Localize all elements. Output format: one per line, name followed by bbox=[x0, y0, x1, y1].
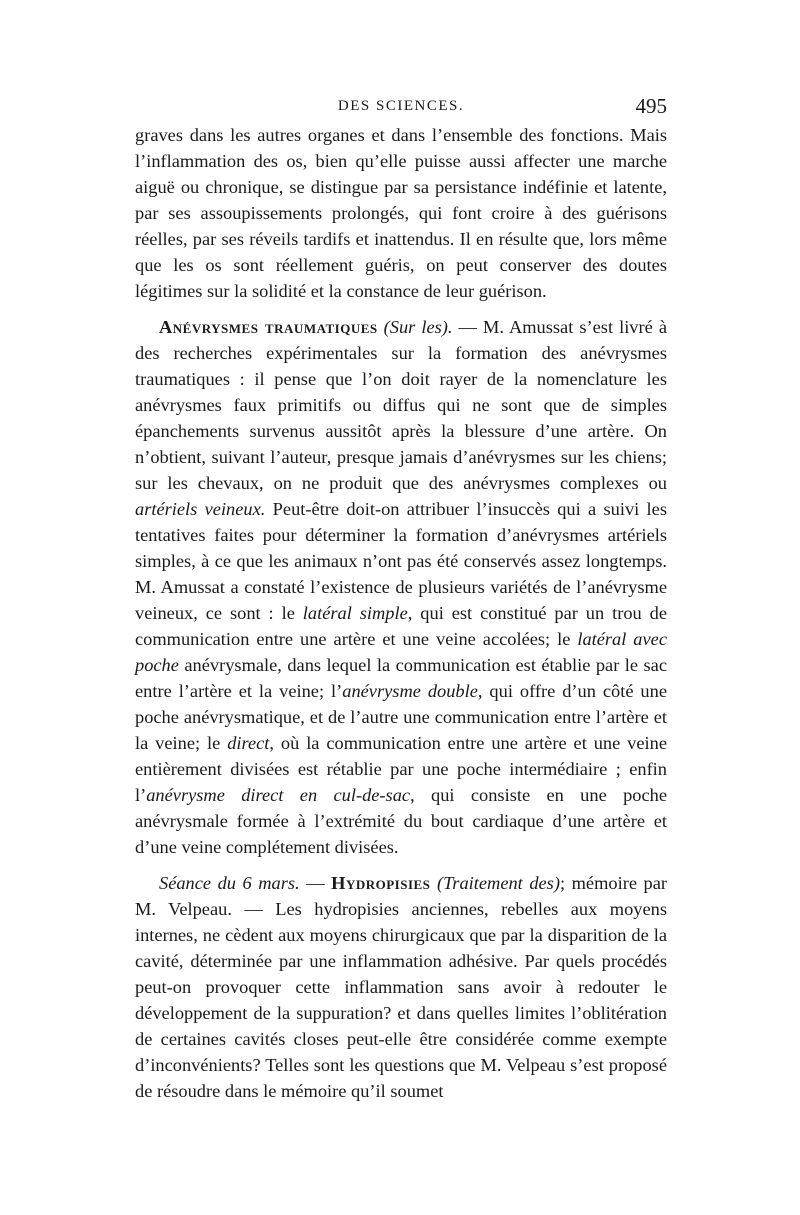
italic-term: latéral avec poche bbox=[135, 629, 667, 675]
section-heading-hydropsies: Hydropisies bbox=[331, 873, 431, 893]
session-date: Séance du 6 mars. bbox=[159, 873, 300, 893]
text-run: , qui consiste en une poche anévrysmale formée à l’extrémité du bout cardiaque d’une artère et d’une veine complétement divisées. bbox=[135, 785, 667, 857]
heading-note: (Sur les). bbox=[383, 317, 453, 337]
text-run: — bbox=[299, 873, 332, 893]
text-run: anévrysmale, dans lequel la communication est établie par le sac entre l’artère et la veine; l’ bbox=[135, 655, 667, 701]
running-title: DES SCIENCES. bbox=[337, 98, 465, 114]
running-head bbox=[135, 92, 667, 122]
paragraph-text: graves dans les autres organes et dans l’ensemble des fonctions. Mais l’inflammation des os, bien qu’elle puisse aussi affecter une marche aiguë ou chronique, se distingue par sa persistance indéfinie et latente, par ses assoupissements prolongés, qui font croire à des guérisons réelles, par ses réveils tardifs et inattendus. Il en résulte que, lors même que les os sont réellement guéris, on peut conserver des doutes légitimes sur la solidité et la constance de leur guérison. bbox=[135, 125, 667, 301]
paragraph-bone-inflammation bbox=[135, 122, 667, 304]
italic-term: anévrysme direct en cul-de-sac bbox=[146, 785, 411, 805]
page-number: 495 bbox=[635, 94, 667, 118]
book-page bbox=[135, 92, 667, 1104]
text-run: ; mémoire par M. Velpeau. — Les hydropisies anciennes, rebelles aux moyens internes, ne cèdent aux moyens chirurgicaux que par la disparition de la cavité, déterminée par une inflammation adhésive. Par quels procédés peut-on provoquer cette inflammation sans avoir à redouter le développement de la suppuration? et dans quelles limites l’oblitération de certaines cavités closes peut-elle être considérée comme exempte d’inconvénients? Telles sont les questions que M. Velpeau s’est proposé de résoudre dans le mémoire qu’il soumet bbox=[135, 873, 667, 1101]
text-run: , qui offre d’un côté une poche anévrysmatique, et de l’autre une communication entre l’artère et la veine; le bbox=[135, 681, 667, 753]
text-run: , qui est constitué par un trou de communication entre une artère et une veine accolées; le bbox=[135, 603, 668, 649]
text-run: — M. Amussat s’est livré à des recherches expérimentales sur la formation des anévrysmes traumatiques : il pense que l’on doit rayer de la nomenclature les anévrysmes faux primitifs ou diffus qui ne sont que de simples épanchements survenus aussitôt après la blessure d’une artère. On n’obtient, suivant l’auteur, presque jamais d’anévrysmes sur les chiens; sur les chevaux, on ne produit que des anévrysmes complexes ou bbox=[135, 317, 667, 493]
text-run: , où la communication entre une artère et une veine entièrement divisées est rétablie par une poche intermédiaire ; enfin l’ bbox=[135, 733, 667, 805]
paragraph-aneurysms bbox=[135, 314, 667, 860]
paragraph-hydropsies bbox=[135, 870, 667, 1104]
text-run: Peut-être doit-on attribuer l’insuccès qui a suivi les tentatives faites pour déterminer la formation d’anévrysmes artériels simples, à ce que les animaux n’ont pas été conservés assez longtemps. M. Amussat a constaté l’existence de plusieurs variétés de l’anévrysme veineux, ce sont : le bbox=[135, 499, 667, 623]
italic-term: artériels veineux. bbox=[135, 499, 266, 519]
italic-term: anévrysme double bbox=[342, 681, 478, 701]
section-heading-aneurysms: Anévrysmes traumatiques bbox=[159, 317, 378, 337]
italic-term: direct bbox=[227, 733, 270, 753]
italic-term: latéral simple bbox=[302, 603, 408, 623]
heading-note: (Traitement des) bbox=[436, 873, 560, 893]
